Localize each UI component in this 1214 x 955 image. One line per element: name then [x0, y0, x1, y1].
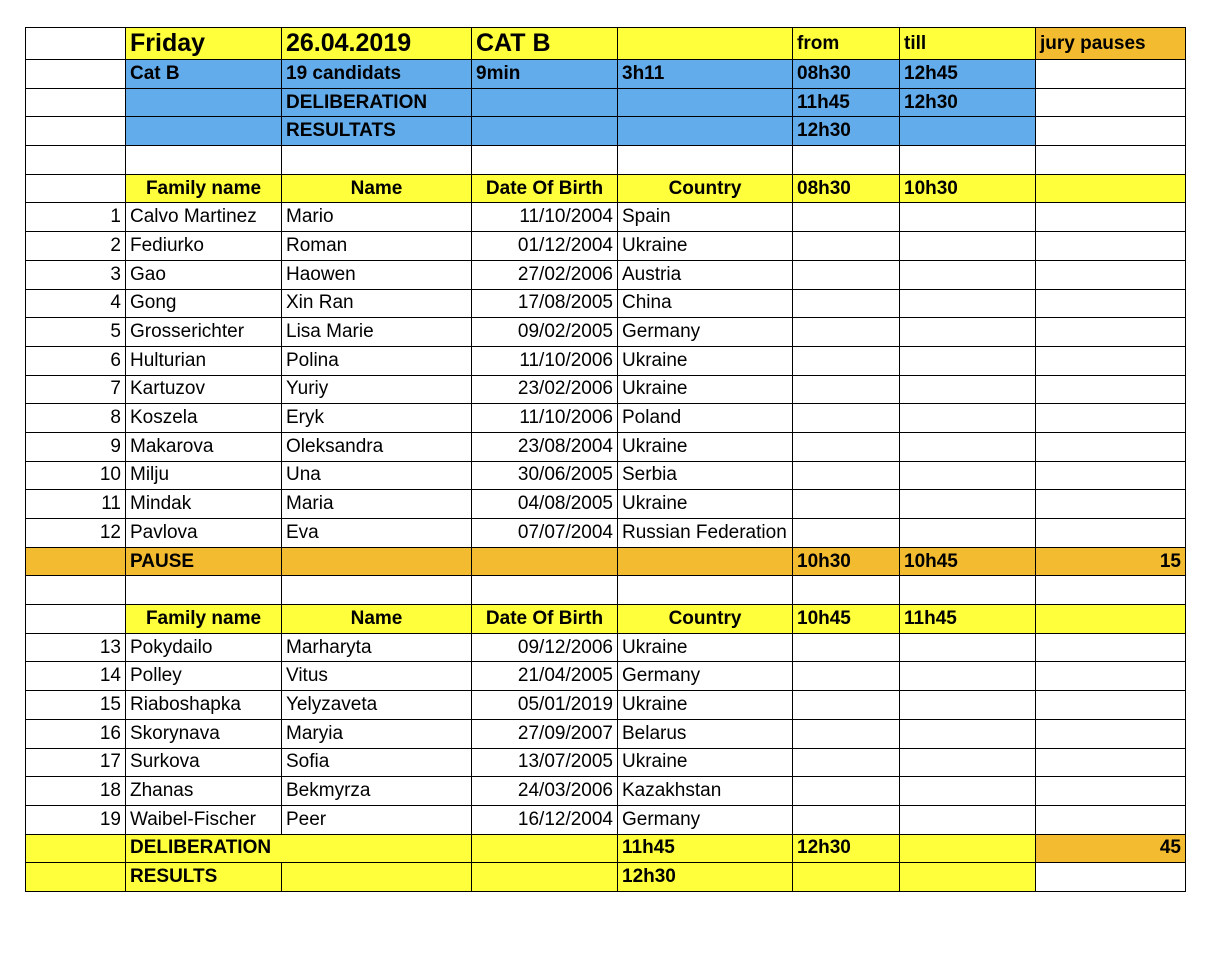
summary-row	[26, 60, 1186, 89]
candidate-number: 7	[26, 375, 126, 404]
summary-till	[900, 117, 1036, 146]
candidate-number: 8	[26, 404, 126, 433]
empty-cell	[1036, 117, 1186, 146]
empty-cell	[1036, 662, 1186, 691]
empty-cell	[900, 146, 1036, 175]
day-cell: Friday	[126, 28, 282, 60]
pause-minutes: 15	[1036, 547, 1186, 576]
group-till: 11h45	[900, 605, 1036, 634]
empty-cell	[26, 605, 126, 634]
results-label: RESULTS	[126, 863, 282, 892]
empty-cell	[1036, 375, 1186, 404]
empty-cell	[1036, 719, 1186, 748]
empty-cell	[26, 547, 126, 576]
empty-cell	[900, 805, 1036, 834]
candidate-country: Ukraine	[618, 346, 793, 375]
candidate-country: Ukraine	[618, 633, 793, 662]
empty-cell	[1036, 146, 1186, 175]
empty-cell	[900, 432, 1036, 461]
candidate-row	[26, 318, 1186, 347]
column-header-row	[26, 605, 1186, 634]
results-row	[26, 863, 1186, 892]
candidate-dob: 04/08/2005	[472, 490, 618, 519]
candidate-number: 11	[26, 490, 126, 519]
candidate-country: Kazakhstan	[618, 777, 793, 806]
empty-cell	[793, 519, 900, 548]
empty-cell	[793, 777, 900, 806]
summary-total: 3h11	[618, 60, 793, 89]
candidate-number: 10	[26, 461, 126, 490]
candidate-dob: 27/09/2007	[472, 719, 618, 748]
candidate-family-name: Milju	[126, 461, 282, 490]
empty-cell	[900, 748, 1036, 777]
empty-cell	[900, 461, 1036, 490]
candidate-family-name: Mindak	[126, 490, 282, 519]
empty-cell	[900, 490, 1036, 519]
empty-cell	[793, 146, 900, 175]
candidate-country: Ukraine	[618, 490, 793, 519]
empty-cell	[1036, 88, 1186, 117]
candidate-name: Yuriy	[282, 375, 472, 404]
deliberation-minutes: 45	[1036, 834, 1186, 863]
schedule-body	[26, 28, 1186, 892]
pause-row	[26, 547, 1186, 576]
candidate-family-name: Hulturian	[126, 346, 282, 375]
summary-till: 12h45	[900, 60, 1036, 89]
empty-cell	[900, 576, 1036, 605]
empty-cell	[793, 576, 900, 605]
empty-cell	[793, 375, 900, 404]
empty-cell	[900, 404, 1036, 433]
candidate-name: Bekmyrza	[282, 777, 472, 806]
candidate-family-name: Kartuzov	[126, 375, 282, 404]
empty-cell	[1036, 605, 1186, 634]
candidate-country: Ukraine	[618, 691, 793, 720]
candidate-country: Ukraine	[618, 432, 793, 461]
candidate-row	[26, 490, 1186, 519]
country-header: Country	[618, 174, 793, 203]
candidate-name: Marharyta	[282, 633, 472, 662]
empty-cell	[793, 662, 900, 691]
empty-cell	[1036, 805, 1186, 834]
summary-label: Cat B	[126, 60, 282, 89]
summary-label	[126, 117, 282, 146]
candidate-name: Vitus	[282, 662, 472, 691]
summary-from: 08h30	[793, 60, 900, 89]
pause-label: PAUSE	[126, 547, 282, 576]
empty-cell	[1036, 346, 1186, 375]
candidate-dob: 07/07/2004	[472, 519, 618, 548]
empty-cell	[1036, 289, 1186, 318]
category-cell: CAT B	[472, 28, 618, 60]
summary-total	[618, 88, 793, 117]
empty-cell	[900, 346, 1036, 375]
empty-cell	[472, 576, 618, 605]
candidate-country: Austria	[618, 260, 793, 289]
candidate-family-name: Gong	[126, 289, 282, 318]
deliberation-time: 11h45	[618, 834, 793, 863]
candidate-country: Spain	[618, 203, 793, 232]
empty-cell	[282, 547, 472, 576]
empty-cell	[1036, 203, 1186, 232]
candidate-row	[26, 346, 1186, 375]
empty-cell	[1036, 863, 1186, 892]
empty-cell	[1036, 519, 1186, 548]
candidate-country: Russian Federation	[618, 519, 793, 548]
empty-cell	[1036, 60, 1186, 89]
empty-cell	[793, 432, 900, 461]
empty-cell	[793, 748, 900, 777]
candidate-name: Maryia	[282, 719, 472, 748]
candidate-number: 9	[26, 432, 126, 461]
candidate-number: 19	[26, 805, 126, 834]
empty-cell	[26, 174, 126, 203]
empty-cell	[900, 633, 1036, 662]
candidate-name: Roman	[282, 232, 472, 261]
empty-cell	[900, 232, 1036, 261]
empty-cell	[900, 662, 1036, 691]
candidate-dob: 13/07/2005	[472, 748, 618, 777]
summary-item: RESULTATS	[282, 117, 472, 146]
empty-cell	[900, 289, 1036, 318]
empty-cell	[900, 834, 1036, 863]
summary-label	[126, 88, 282, 117]
candidate-name: Oleksandra	[282, 432, 472, 461]
candidate-row	[26, 404, 1186, 433]
empty-cell	[1036, 174, 1186, 203]
empty-cell	[618, 28, 793, 60]
summary-from: 12h30	[793, 117, 900, 146]
candidate-number: 15	[26, 691, 126, 720]
candidate-country: Ukraine	[618, 232, 793, 261]
candidate-country: Germany	[618, 805, 793, 834]
candidate-row	[26, 777, 1186, 806]
family-name-header: Family name	[126, 605, 282, 634]
empty-cell	[793, 719, 900, 748]
candidate-name: Peer	[282, 805, 472, 834]
empty-cell	[793, 260, 900, 289]
candidate-name: Eryk	[282, 404, 472, 433]
header-row	[26, 28, 1186, 60]
group-from: 08h30	[793, 174, 900, 203]
empty-cell	[900, 719, 1036, 748]
empty-cell	[1036, 633, 1186, 662]
summary-till: 12h30	[900, 88, 1036, 117]
candidate-dob: 09/12/2006	[472, 633, 618, 662]
summary-duration	[472, 117, 618, 146]
candidate-number: 12	[26, 519, 126, 548]
empty-cell	[900, 375, 1036, 404]
summary-from: 11h45	[793, 88, 900, 117]
candidate-family-name: Pokydailo	[126, 633, 282, 662]
candidate-row	[26, 691, 1186, 720]
candidate-dob: 11/10/2004	[472, 203, 618, 232]
candidate-row	[26, 203, 1186, 232]
candidate-dob: 21/04/2005	[472, 662, 618, 691]
column-header-row	[26, 174, 1186, 203]
empty-cell	[26, 834, 126, 863]
empty-cell	[472, 547, 618, 576]
candidate-row	[26, 748, 1186, 777]
candidate-country: Germany	[618, 662, 793, 691]
empty-cell	[793, 805, 900, 834]
empty-cell	[793, 490, 900, 519]
candidate-family-name: Calvo Martinez	[126, 203, 282, 232]
candidate-name: Sofia	[282, 748, 472, 777]
empty-cell	[793, 232, 900, 261]
candidate-number: 17	[26, 748, 126, 777]
candidate-dob: 23/02/2006	[472, 375, 618, 404]
empty-cell	[900, 777, 1036, 806]
summary-duration: 9min	[472, 60, 618, 89]
date-cell: 26.04.2019	[282, 28, 472, 60]
dob-header: Date Of Birth	[472, 605, 618, 634]
candidate-number: 16	[26, 719, 126, 748]
deliberation-row	[26, 834, 1186, 863]
empty-cell	[900, 260, 1036, 289]
summary-duration	[472, 88, 618, 117]
empty-cell	[1036, 232, 1186, 261]
candidate-number: 1	[26, 203, 126, 232]
candidate-dob: 09/02/2005	[472, 318, 618, 347]
empty-cell	[282, 576, 472, 605]
candidate-country: Germany	[618, 318, 793, 347]
candidate-name: Maria	[282, 490, 472, 519]
empty-cell	[900, 203, 1036, 232]
from-label: from	[793, 28, 900, 60]
candidate-row	[26, 719, 1186, 748]
empty-cell	[472, 146, 618, 175]
candidate-family-name: Zhanas	[126, 777, 282, 806]
empty-cell	[793, 404, 900, 433]
candidate-family-name: Polley	[126, 662, 282, 691]
till-label: till	[900, 28, 1036, 60]
summary-item: DELIBERATION	[282, 88, 472, 117]
candidate-number: 6	[26, 346, 126, 375]
empty-cell	[900, 318, 1036, 347]
empty-cell	[793, 289, 900, 318]
dob-header: Date Of Birth	[472, 174, 618, 203]
empty-cell	[1036, 260, 1186, 289]
candidate-dob: 11/10/2006	[472, 346, 618, 375]
empty-cell	[126, 576, 282, 605]
empty-cell	[26, 117, 126, 146]
candidate-row	[26, 662, 1186, 691]
candidate-dob: 01/12/2004	[472, 232, 618, 261]
summary-row	[26, 88, 1186, 117]
candidate-country: Belarus	[618, 719, 793, 748]
candidate-family-name: Waibel-Fischer	[126, 805, 282, 834]
empty-cell	[793, 203, 900, 232]
candidate-family-name: Riaboshapka	[126, 691, 282, 720]
candidate-dob: 11/10/2006	[472, 404, 618, 433]
candidate-number: 5	[26, 318, 126, 347]
candidate-row	[26, 633, 1186, 662]
empty-cell	[793, 691, 900, 720]
empty-cell	[1036, 576, 1186, 605]
candidate-name: Lisa Marie	[282, 318, 472, 347]
empty-cell	[26, 60, 126, 89]
candidate-country: Ukraine	[618, 375, 793, 404]
candidate-family-name: Koszela	[126, 404, 282, 433]
empty-cell	[618, 547, 793, 576]
pause-till: 10h45	[900, 547, 1036, 576]
empty-cell	[1036, 432, 1186, 461]
candidate-family-name: Pavlova	[126, 519, 282, 548]
empty-cell	[793, 346, 900, 375]
deliberation-label: DELIBERATION	[126, 834, 472, 863]
empty-cell	[1036, 461, 1186, 490]
candidate-dob: 30/06/2005	[472, 461, 618, 490]
candidate-family-name: Skorynava	[126, 719, 282, 748]
candidate-number: 3	[26, 260, 126, 289]
candidate-name: Haowen	[282, 260, 472, 289]
country-header: Country	[618, 605, 793, 634]
name-header: Name	[282, 174, 472, 203]
jury-pauses-label: jury pauses	[1036, 28, 1186, 60]
candidate-dob: 24/03/2006	[472, 777, 618, 806]
candidate-country: Ukraine	[618, 748, 793, 777]
candidate-row	[26, 519, 1186, 548]
empty-cell	[618, 146, 793, 175]
candidate-number: 13	[26, 633, 126, 662]
candidate-name: Mario	[282, 203, 472, 232]
candidate-name: Xin Ran	[282, 289, 472, 318]
candidate-dob: 16/12/2004	[472, 805, 618, 834]
empty-cell	[1036, 691, 1186, 720]
empty-cell	[793, 318, 900, 347]
candidate-family-name: Gao	[126, 260, 282, 289]
family-name-header: Family name	[126, 174, 282, 203]
summary-total	[618, 117, 793, 146]
empty-cell	[472, 834, 618, 863]
empty-cell	[26, 88, 126, 117]
group-till: 10h30	[900, 174, 1036, 203]
empty-cell	[900, 691, 1036, 720]
pause-from: 10h30	[793, 547, 900, 576]
empty-cell	[1036, 318, 1186, 347]
candidate-dob: 27/02/2006	[472, 260, 618, 289]
schedule-table	[25, 27, 1186, 892]
results-time: 12h30	[618, 863, 793, 892]
empty-cell	[472, 863, 618, 892]
candidate-dob: 17/08/2005	[472, 289, 618, 318]
empty-cell	[618, 576, 793, 605]
candidate-row	[26, 432, 1186, 461]
candidate-country: Serbia	[618, 461, 793, 490]
candidate-row	[26, 289, 1186, 318]
empty-cell	[793, 633, 900, 662]
candidate-family-name: Surkova	[126, 748, 282, 777]
empty-cell	[26, 28, 126, 60]
candidate-number: 2	[26, 232, 126, 261]
candidate-row	[26, 375, 1186, 404]
candidate-country: China	[618, 289, 793, 318]
group-from: 10h45	[793, 605, 900, 634]
empty-cell	[793, 461, 900, 490]
blank-row	[26, 576, 1186, 605]
candidate-family-name: Makarova	[126, 432, 282, 461]
candidate-row	[26, 260, 1186, 289]
summary-row	[26, 117, 1186, 146]
blank-row	[26, 146, 1186, 175]
candidate-name: Eva	[282, 519, 472, 548]
candidate-name: Polina	[282, 346, 472, 375]
empty-cell	[26, 863, 126, 892]
empty-cell	[26, 146, 126, 175]
empty-cell	[1036, 490, 1186, 519]
candidate-row	[26, 461, 1186, 490]
candidate-dob: 05/01/2019	[472, 691, 618, 720]
empty-cell	[282, 863, 472, 892]
candidate-row	[26, 805, 1186, 834]
candidate-name: Una	[282, 461, 472, 490]
name-header: Name	[282, 605, 472, 634]
summary-item: 19 candidats	[282, 60, 472, 89]
candidate-family-name: Fediurko	[126, 232, 282, 261]
candidate-country: Poland	[618, 404, 793, 433]
deliberation-until: 12h30	[793, 834, 900, 863]
candidate-dob: 23/08/2004	[472, 432, 618, 461]
empty-cell	[282, 146, 472, 175]
empty-cell	[793, 863, 900, 892]
empty-cell	[126, 146, 282, 175]
candidate-name: Yelyzaveta	[282, 691, 472, 720]
empty-cell	[1036, 404, 1186, 433]
empty-cell	[1036, 748, 1186, 777]
candidate-number: 18	[26, 777, 126, 806]
empty-cell	[900, 863, 1036, 892]
candidate-number: 4	[26, 289, 126, 318]
empty-cell	[26, 576, 126, 605]
candidate-number: 14	[26, 662, 126, 691]
candidate-row	[26, 232, 1186, 261]
empty-cell	[900, 519, 1036, 548]
empty-cell	[1036, 777, 1186, 806]
candidate-family-name: Grosserichter	[126, 318, 282, 347]
